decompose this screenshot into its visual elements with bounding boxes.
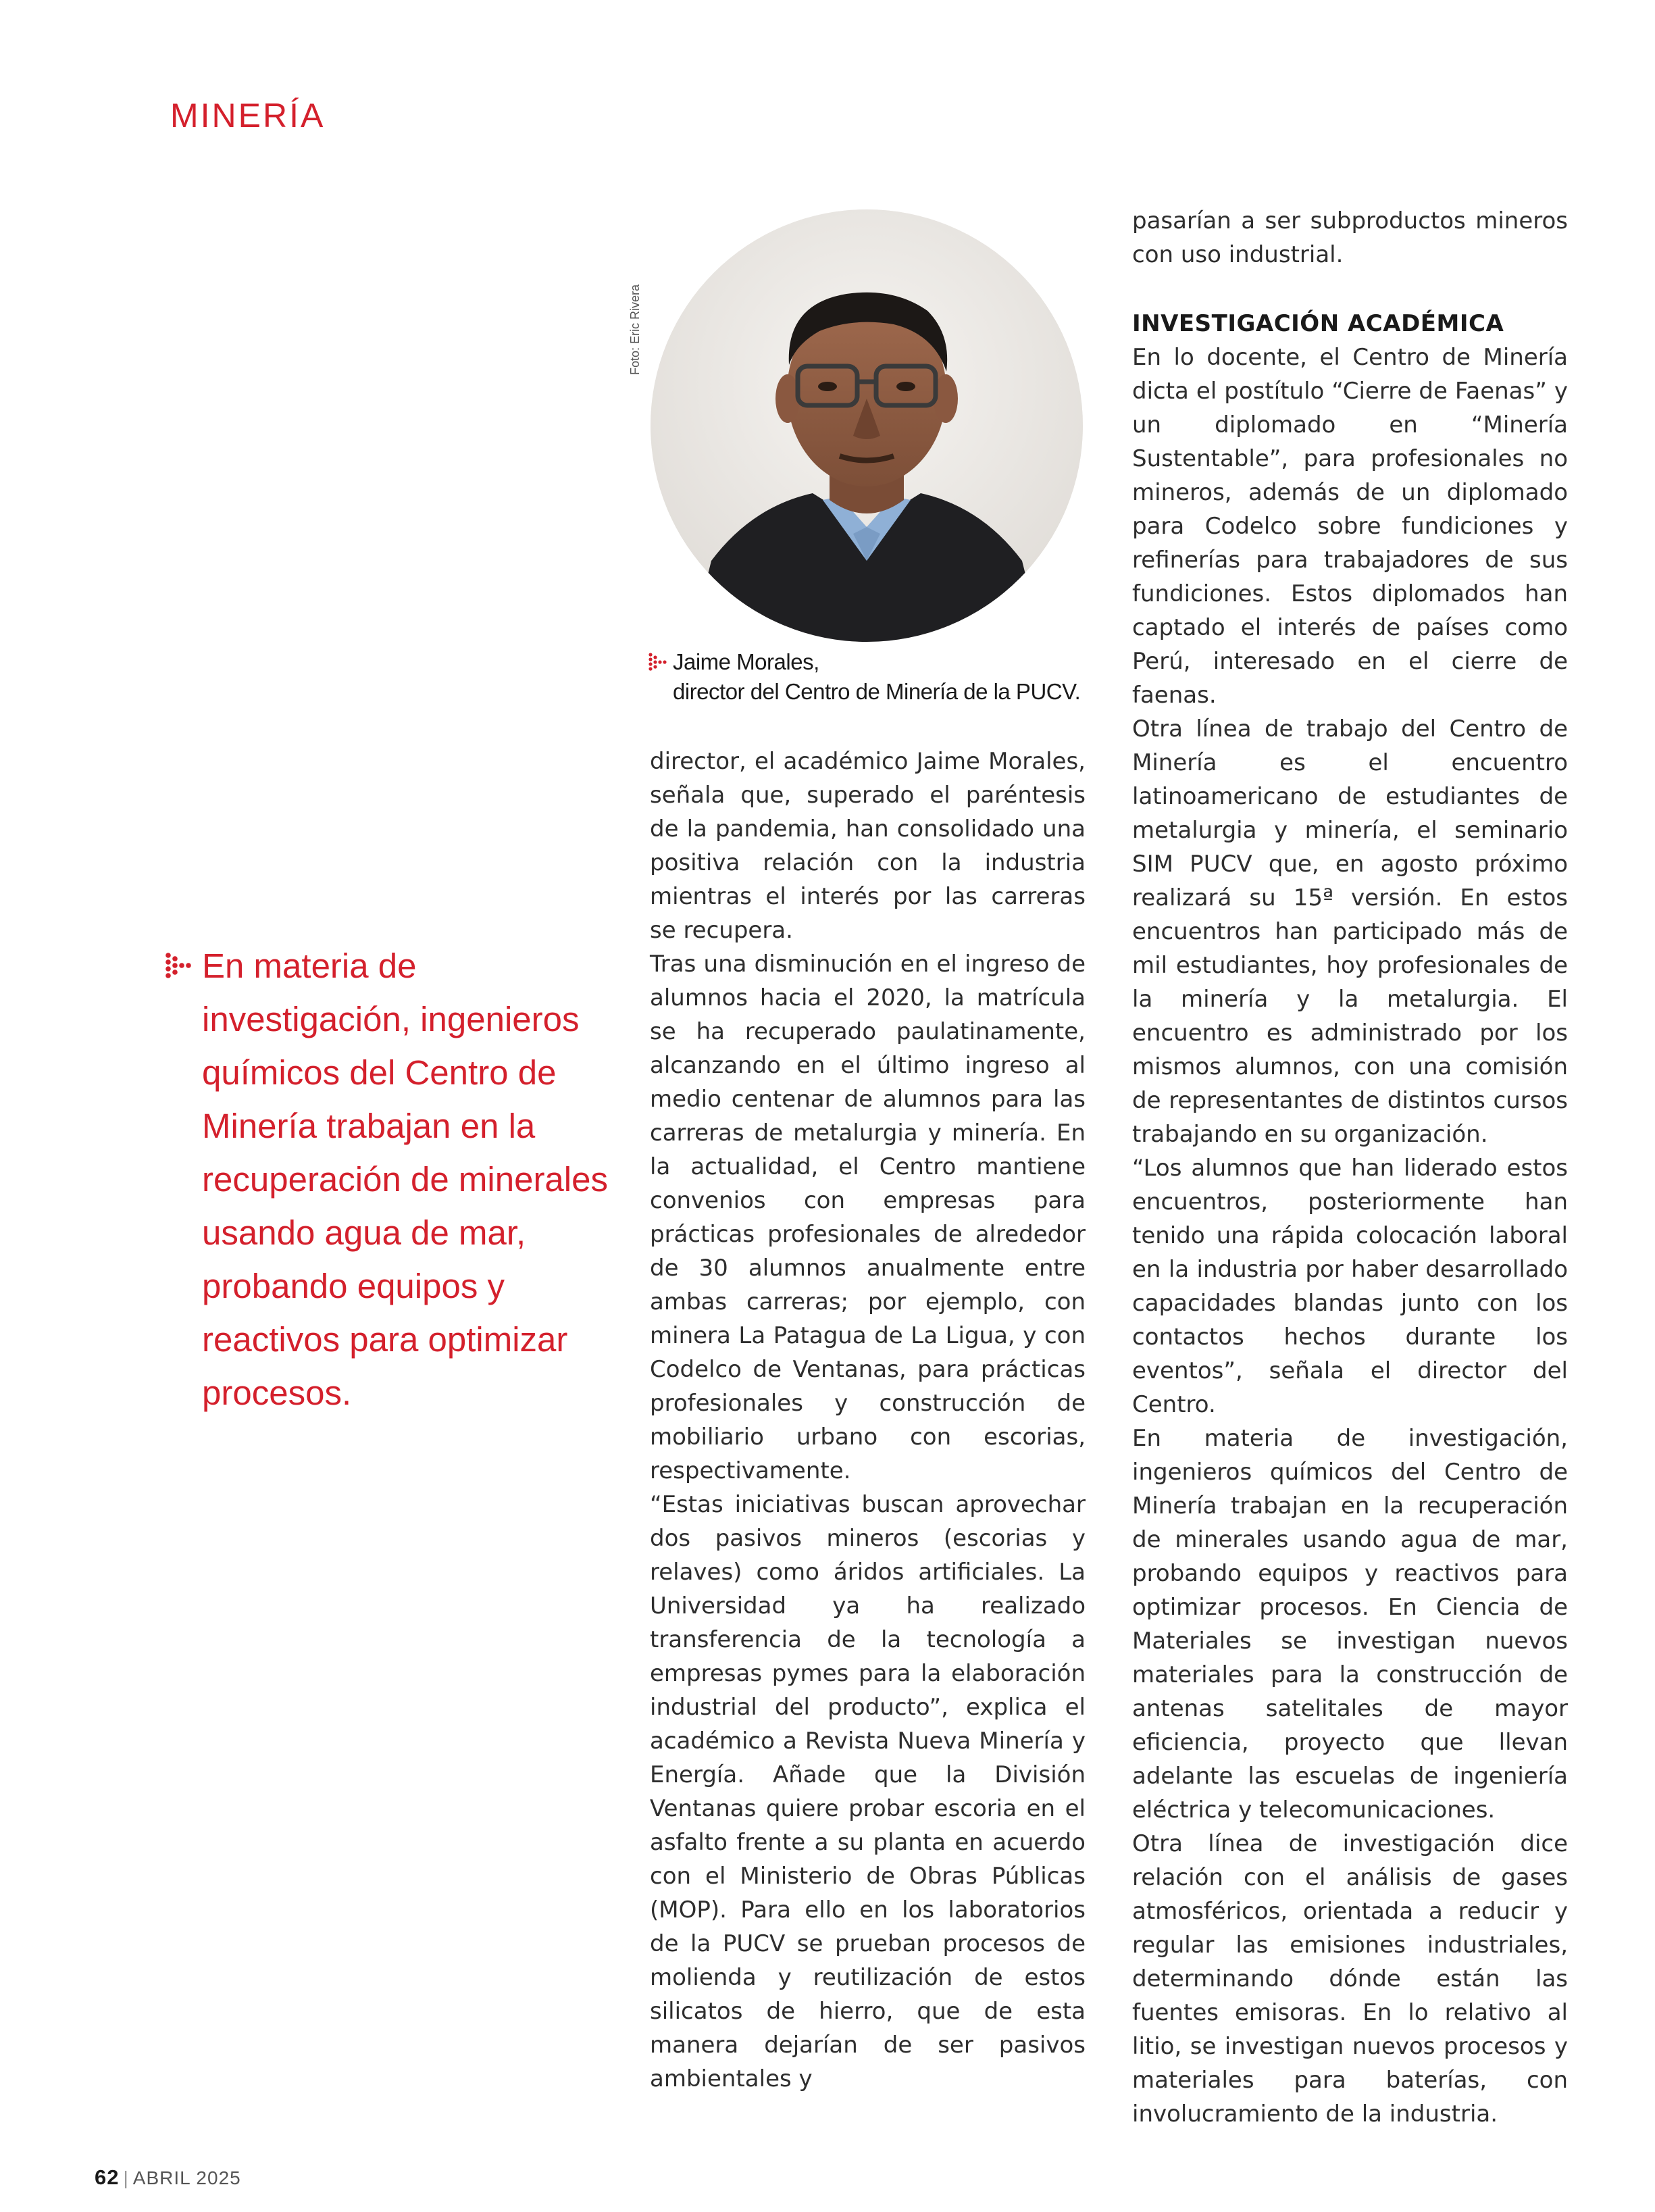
- section-subheading: INVESTIGACIÓN ACADÉMICA: [1132, 310, 1504, 337]
- article-paragraph: En materia de investigación, ingenieros químicos del Centro de Minería trabajan en la recuperación de minerales usando agua de mar, probando equipos y reactivos para optimizar procesos. En Ciencia de Materiales se investigan nuevos materiales para la construcción de antenas satelitales de mayor eficiencia, proyecto que llevan adelante las escuelas de ingeniería eléctrica y telecomunicaciones.: [1132, 1425, 1568, 1824]
- photo-caption: [648, 647, 1108, 707]
- caption-name: Jaime Morales,: [673, 649, 819, 674]
- page-folio: [95, 2165, 241, 2190]
- article-paragraph: pasarían a ser subproductos mineros con uso industrial.: [1132, 207, 1568, 268]
- article-paragraph: Tras una disminución en el ingreso de alumnos hacia el 2020, la matrícula se ha recuperado paulatinamente, alcanzando en el último ingreso al medio centenar de alumnos para las carreras de metalurgia y minería. En la actualidad, el Centro mantiene convenios con empresas para prácticas profesionales de alrededor de 30 alumnos anualmente entre ambas carreras; por ejemplo, con minera La Patagua de La Ligua, y con Codelco de Ventanas, para prácticas profesionales y construcción de mobiliario urbano con escorias, respectivamente.: [650, 951, 1086, 1484]
- pull-quote-text: En materia de investigación, ingenieros químicos del Centro de Minería trabajan en la recuperación de minerales usando agua de mar, probando equipos y reactivos para optimizar procesos.: [202, 947, 608, 1412]
- article-column-right: [1132, 204, 1568, 2131]
- article-paragraph: “Estas iniciativas buscan aprovechar dos pasivos mineros (escorias y relaves) como áridos artificiales. La Universidad ya ha realizado transferencia de la tecnología a empresas pymes para la elaboración industrial del producto”, explica el académico a Revista Nueva Minería y Energía. Añade que la División Ventanas quiere probar escoria en el asfalto frente a su planta en acuerdo con el Ministerio de Obras Públicas (MOP). Para ello en los laboratorios de la PUCV se prueban procesos de molienda y reutilización de estos silicatos de hierro, que de esta manera dejarían de ser pasivos ambientales y: [650, 1491, 1086, 2092]
- issue-date: ABRIL 2025: [132, 2167, 241, 2188]
- pull-quote: [166, 939, 611, 1419]
- article-paragraph: Otra línea de investigación dice relación con el análisis de gases atmosféricos, orientada a reducir y regular las emisiones industriales, determinando dónde están las fuentes emisoras. En lo relativo al litio, se investigan nuevos procesos y materiales para baterías, con involucramiento de la industria.: [1132, 1830, 1568, 2128]
- folio-divider: |: [123, 2167, 129, 2188]
- article-column-middle: [650, 745, 1086, 2096]
- section-label: MINERÍA: [170, 97, 326, 134]
- dots-marker-icon: [166, 953, 194, 982]
- article-paragraph: Otra línea de trabajo del Centro de Minería es el encuentro latinoamericano de estudiantes de metalurgia y minería, el seminario SIM PUCV que, en agosto próximo realizará su 15ª versión. En estos encuentros han participado más de mil estudiantes, hoy profesionales de la minería y la metalurgia. El encuentro es administrado por los mismos alumnos, con una comisión de representantes de distintos cursos trabajando en su organización.: [1132, 715, 1568, 1148]
- portrait-illustration: [651, 209, 1083, 642]
- caption-role: director del Centro de Minería de la PUCV.: [673, 679, 1081, 704]
- dots-marker-icon: [648, 653, 667, 673]
- article-paragraph: “Los alumnos que han liderado estos encuentros, posteriormente han tenido una rápida colocación laboral en la industria por haber desarrollado capacidades blandas junto con los contactos hechos durante los eventos”, señala el director del Centro.: [1132, 1155, 1568, 1418]
- portrait-photo: [651, 209, 1083, 642]
- article-paragraph: director, el académico Jaime Morales, señala que, superado el paréntesis de la pandemia, han consolidado una positiva relación con la industria mientras el interés por las carreras se recupera.: [650, 748, 1086, 944]
- article-paragraph: En lo docente, el Centro de Minería dicta el postítulo “Cierre de Faenas” y un diplomado en “Minería Sustentable”, para profesionales no mineros, además de un diplomado para Codelco sobre fundiciones y refinerías para trabajadores de sus fundiciones. Estos diplomados han captado el interés de países como Perú, interesado en el cierre de faenas.: [1132, 344, 1568, 709]
- photo-credit: Foto: Eric Rivera: [628, 284, 642, 375]
- page-number: 62: [95, 2165, 120, 2189]
